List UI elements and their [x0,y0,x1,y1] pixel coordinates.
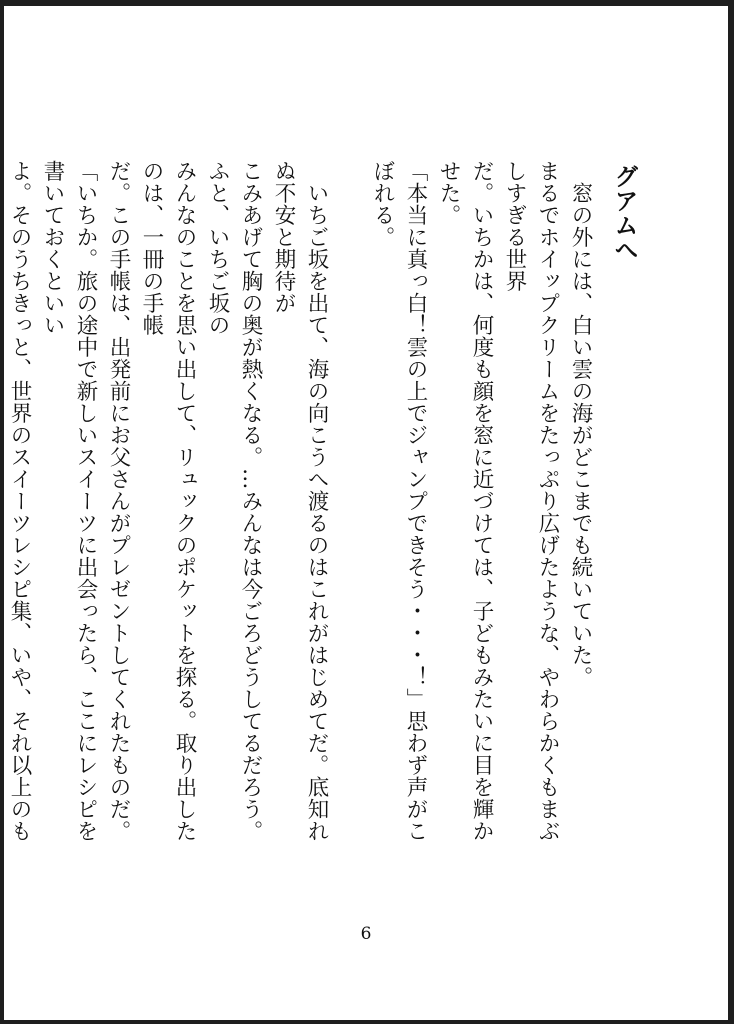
chapter-title: グアムへ [610,164,638,262]
text-line: いちご坂を出て、海の向こうへ渡るのはこれがはじめてだ。底知れぬ不安と期待が [271,160,329,842]
text-line: 「いちか。旅の途中で新しいスイーツに出会ったら、ここにレシピを書いておくといい [40,160,98,842]
text-line: だ。いちかは、何度も顔を窓に近づけては、子どもみたいに目を輝かせた。 [436,160,494,842]
text-line: こみあげて胸の奥が熱くなる。…みんなは今ごろどうしてるだろう。ふと、いちご坂の [205,160,263,842]
text-line: よ。そのうちきっと、世界のスイーツレシピ集、いや、それ以上のも [7,160,32,842]
book-page [4,6,728,1020]
text-line: 窓の外には、白い雲の海がどこまでも続いていた。 [568,160,593,688]
text-line: 「本当に真っ白！雲の上でジャンプできそう・・・！」思わず声がこぼれる。 [370,160,428,842]
text-line: だ。この手帳は、出発前にお父さんがプレゼントしてくれたものだ。 [106,160,131,842]
blank-line [333,160,366,850]
page-number: 6 [360,924,372,944]
vertical-text-body [0,160,640,850]
text-line: まるでホイップクリームをたっぷり広げたような、やわらかくもまぶしすぎる世界 [502,160,560,842]
text-line: みんなのことを思い出して、リュックのポケットを探る。取り出したのは、一冊の手帳 [139,160,197,842]
